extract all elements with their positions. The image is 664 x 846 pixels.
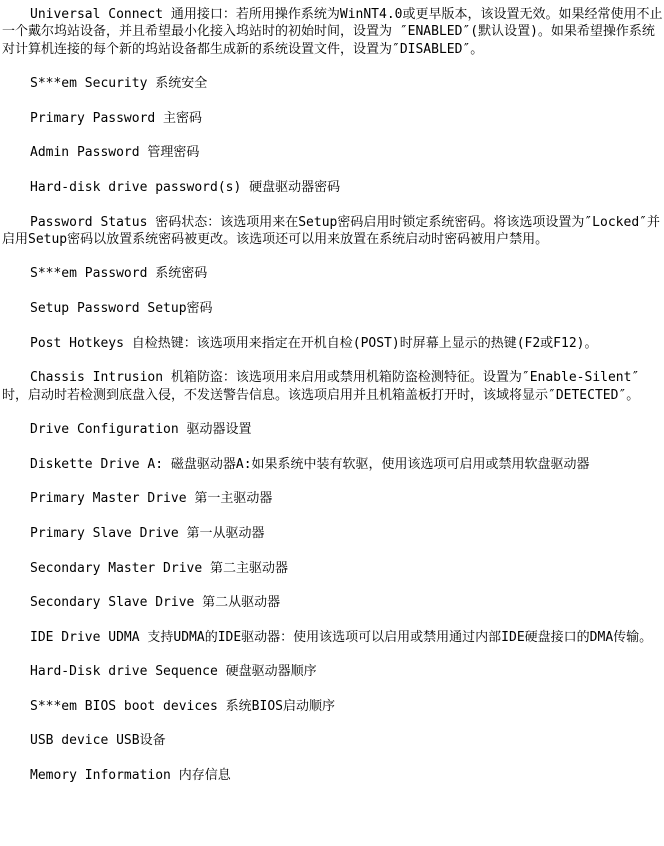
para-system-security: S***em Security 系统安全 bbox=[30, 76, 208, 92]
para-admin-password: Admin Password 管理密码 bbox=[30, 145, 200, 161]
para-secondary-master-drive: Secondary Master Drive 第二主驱动器 bbox=[30, 560, 289, 576]
para-primary-password: Primary Password 主密码 bbox=[30, 110, 203, 126]
para-hard-disk-drive-passwords: Hard-disk drive password(s) 硬盘驱动器密码 bbox=[30, 179, 341, 195]
para-primary-slave-drive: Primary Slave Drive 第一从驱动器 bbox=[30, 525, 265, 541]
para-password-status: Password Status 密码状态：该选项用来在Setup密码启用时锁定系统密码。将该选项设置为″Locked″并启用Setup密码以放置系统密码被更改。该选项还可以用来放置在系统启动时密码被用户禁用。 bbox=[2, 214, 660, 247]
para-universal-connect: Universal Connect 通用接口：若所用操作系统为WinNT4.0或更早版本，该设置无效。如果经常使用不止一个戴尔坞站设备，并且希望最小化接入坞站时的初始时间，设置为 ″ENABLED″(默认设置)。如果希望操作系统对计算机连接的每个新的坞站设备都生成新的系统设置文件，设置为″DISABLED″。 bbox=[2, 7, 663, 57]
para-chassis-intrusion: Chassis Intrusion 机箱防盗：该选项用来启用或禁用机箱防盗检测特征。设置为″Enable-Silent″时，启动时若检测到底盘入侵，不发送警告信息。该选项启用并且机箱盖板打开时，该域将显示″DETECTED″。 bbox=[2, 370, 640, 403]
para-system-bios-boot-devices: S***em BIOS boot devices 系统BIOS启动顺序 bbox=[30, 698, 335, 714]
para-ide-drive-udma: IDE Drive UDMA 支持UDMA的IDE驱动器：使用该选项可以启用或禁用通过内部IDE硬盘接口的DMA传输。 bbox=[30, 629, 653, 645]
para-diskette-drive-a: Diskette Drive A: 磁盘驱动器A:如果系统中装有软驱，使用该选项可启用或禁用软盘驱动器 bbox=[30, 456, 590, 472]
para-usb-device: USB device USB设备 bbox=[30, 733, 166, 749]
para-drive-configuration: Drive Configuration 驱动器设置 bbox=[30, 422, 252, 438]
para-hard-disk-drive-sequence: Hard-Disk drive Sequence 硬盘驱动器顺序 bbox=[30, 664, 317, 680]
para-memory-information: Memory Information 内存信息 bbox=[30, 768, 231, 784]
para-system-password: S***em Password 系统密码 bbox=[30, 266, 208, 282]
para-setup-password: Setup Password Setup密码 bbox=[30, 301, 213, 317]
para-secondary-slave-drive: Secondary Slave Drive 第二从驱动器 bbox=[30, 595, 281, 611]
para-post-hotkeys: Post Hotkeys 自检热键：该选项用来指定在开机自检(POST)时屏幕上显示的热键(F2或F12)。 bbox=[30, 335, 598, 351]
para-primary-master-drive: Primary Master Drive 第一主驱动器 bbox=[30, 491, 273, 507]
